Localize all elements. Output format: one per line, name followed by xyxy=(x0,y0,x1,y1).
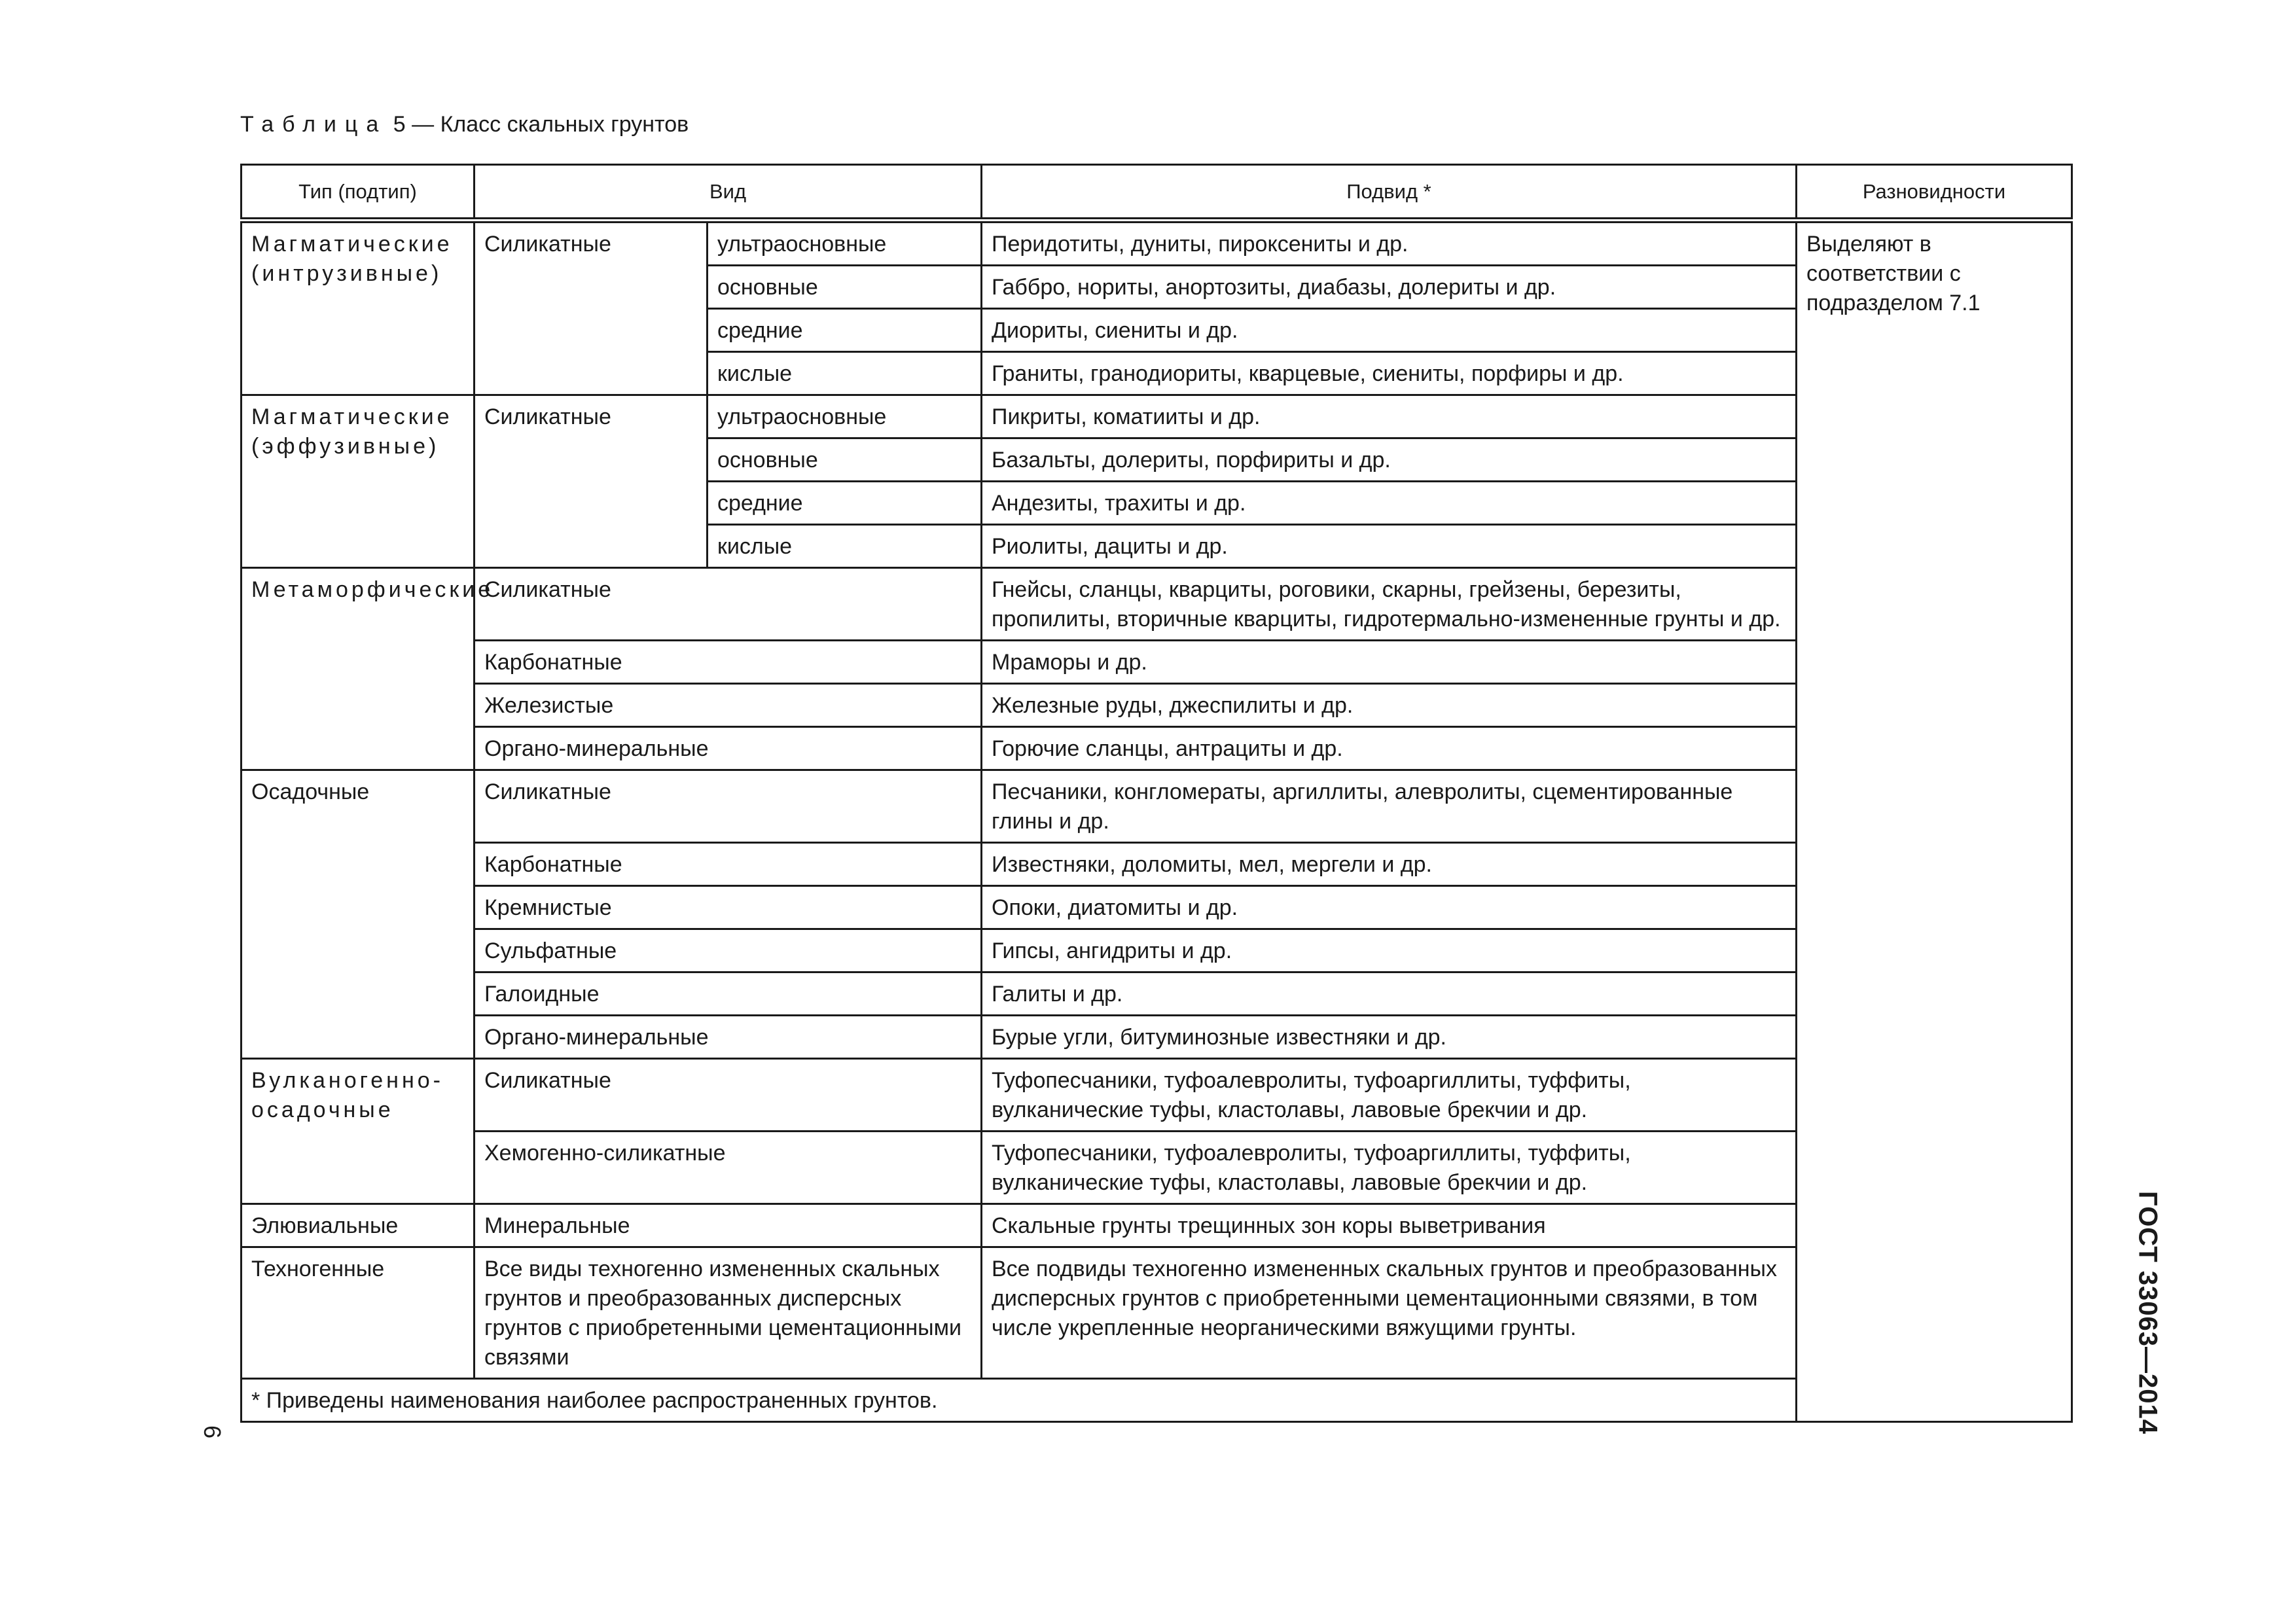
kind-cell: Все виды техногенно измененных скальных грунтов и преобразованных дисперсных грунтов с приобретенными цементационными связями xyxy=(475,1247,982,1379)
desc-cell: Пикриты, коматииты и др. xyxy=(982,395,1797,438)
caption-prefix: Таблица xyxy=(240,112,387,137)
varieties-cell: Выделяют в соответствии с подразделом 7.1 xyxy=(1797,221,2072,1422)
page-number xyxy=(199,1412,225,1452)
desc-cell: Скальные грунты трещинных зон коры выветривания xyxy=(982,1204,1797,1247)
subtype-cell: основные xyxy=(708,438,982,482)
type-cell: Вулканогенно-осадочные xyxy=(242,1059,475,1204)
header-varieties: Разновидности xyxy=(1797,165,2072,221)
document-code-text: ГОСТ 33063—2014 xyxy=(2133,1191,2162,1435)
desc-cell: Гипсы, ангидриты и др. xyxy=(982,929,1797,972)
kind-cell: Железистые xyxy=(475,684,982,727)
subtype-cell: средние xyxy=(708,309,982,352)
kind-cell: Силикатные xyxy=(475,221,708,395)
desc-cell: Опоки, диатомиты и др. xyxy=(982,886,1797,929)
desc-cell: Риолиты, дациты и др. xyxy=(982,525,1797,568)
kind-cell: Органо-минеральные xyxy=(475,1016,982,1059)
kind-cell: Силикатные xyxy=(475,395,708,568)
subtype-cell: кислые xyxy=(708,352,982,395)
footnote-row xyxy=(242,1379,2072,1422)
type-cell: Магматические (эффузивные) xyxy=(242,395,475,568)
desc-cell: Бурые угли, битуминозные известняки и др. xyxy=(982,1016,1797,1059)
caption-title: 5 — Класс скальных грунтов xyxy=(393,112,689,137)
table-caption xyxy=(240,110,689,139)
type-cell: Метаморфические xyxy=(242,568,475,770)
page-number-text: 6 xyxy=(199,1425,226,1439)
kind-cell: Силикатные xyxy=(475,1059,982,1132)
kind-cell: Хемогенно-силикатные xyxy=(475,1132,982,1204)
header-subkind: Подвид * xyxy=(982,165,1797,221)
kind-cell: Силикатные xyxy=(475,770,982,843)
desc-cell: Гнейсы, сланцы, кварциты, роговики, скарны, грейзены, березиты, пропилиты, вторичные кварциты, гидротермально-измененные грунты и др. xyxy=(982,568,1797,641)
desc-cell: Перидотиты, дуниты, пироксениты и др. xyxy=(982,221,1797,266)
subtype-cell: кислые xyxy=(708,525,982,568)
desc-cell: Габбро, нориты, анортозиты, диабазы, долериты и др. xyxy=(982,266,1797,309)
document-code xyxy=(2125,1188,2170,1437)
kind-cell: Карбонатные xyxy=(475,641,982,684)
table-header-row xyxy=(242,165,2072,221)
desc-cell: Граниты, гранодиориты, кварцевые, сиениты, порфиры и др. xyxy=(982,352,1797,395)
type-cell: Магматические (интрузивные) xyxy=(242,221,475,395)
kind-cell: Кремнистые xyxy=(475,886,982,929)
type-cell: Техногенные xyxy=(242,1247,475,1379)
rock-soil-class-table xyxy=(240,164,2073,1423)
subtype-cell: ультраосновные xyxy=(708,221,982,266)
kind-cell: Карбонатные xyxy=(475,843,982,886)
desc-cell: Известняки, доломиты, мел, мергели и др. xyxy=(982,843,1797,886)
desc-cell: Галиты и др. xyxy=(982,972,1797,1016)
table-row xyxy=(242,221,2072,266)
desc-cell: Туфопесчаники, туфоалевролиты, туфоаргиллиты, туффиты, вулканические туфы, кластолавы, лавовые брекчии и др. xyxy=(982,1059,1797,1132)
type-cell: Элювиальные xyxy=(242,1204,475,1247)
kind-cell: Органо-минеральные xyxy=(475,727,982,770)
kind-cell: Сульфатные xyxy=(475,929,982,972)
kind-cell: Силикатные xyxy=(475,568,982,641)
desc-cell: Железные руды, джеспилиты и др. xyxy=(982,684,1797,727)
header-type: Тип (подтип) xyxy=(242,165,475,221)
desc-cell: Мраморы и др. xyxy=(982,641,1797,684)
kind-cell: Минеральные xyxy=(475,1204,982,1247)
type-cell: Осадочные xyxy=(242,770,475,1059)
header-kind: Вид xyxy=(475,165,982,221)
desc-cell: Туфопесчаники, туфоалевролиты, туфоаргиллиты, туффиты, вулканические туфы, кластолавы, лавовые брекчии и др. xyxy=(982,1132,1797,1204)
desc-cell: Горючие сланцы, антрациты и др. xyxy=(982,727,1797,770)
desc-cell: Базальты, долериты, порфириты и др. xyxy=(982,438,1797,482)
desc-cell: Диориты, сиениты и др. xyxy=(982,309,1797,352)
footnote: * Приведены наименования наиболее распространенных грунтов. xyxy=(242,1379,2072,1422)
subtype-cell: средние xyxy=(708,482,982,525)
kind-cell: Галоидные xyxy=(475,972,982,1016)
subtype-cell: ультраосновные xyxy=(708,395,982,438)
subtype-cell: основные xyxy=(708,266,982,309)
desc-cell: Все подвиды техногенно измененных скальных грунтов и преобразованных дисперсных грунтов с приобретенными цементационными связями, в том числе укрепленные неорганическими вяжущими грунты. xyxy=(982,1247,1797,1379)
desc-cell: Песчаники, конгломераты, аргиллиты, алевролиты, сцементированные глины и др. xyxy=(982,770,1797,843)
desc-cell: Андезиты, трахиты и др. xyxy=(982,482,1797,525)
